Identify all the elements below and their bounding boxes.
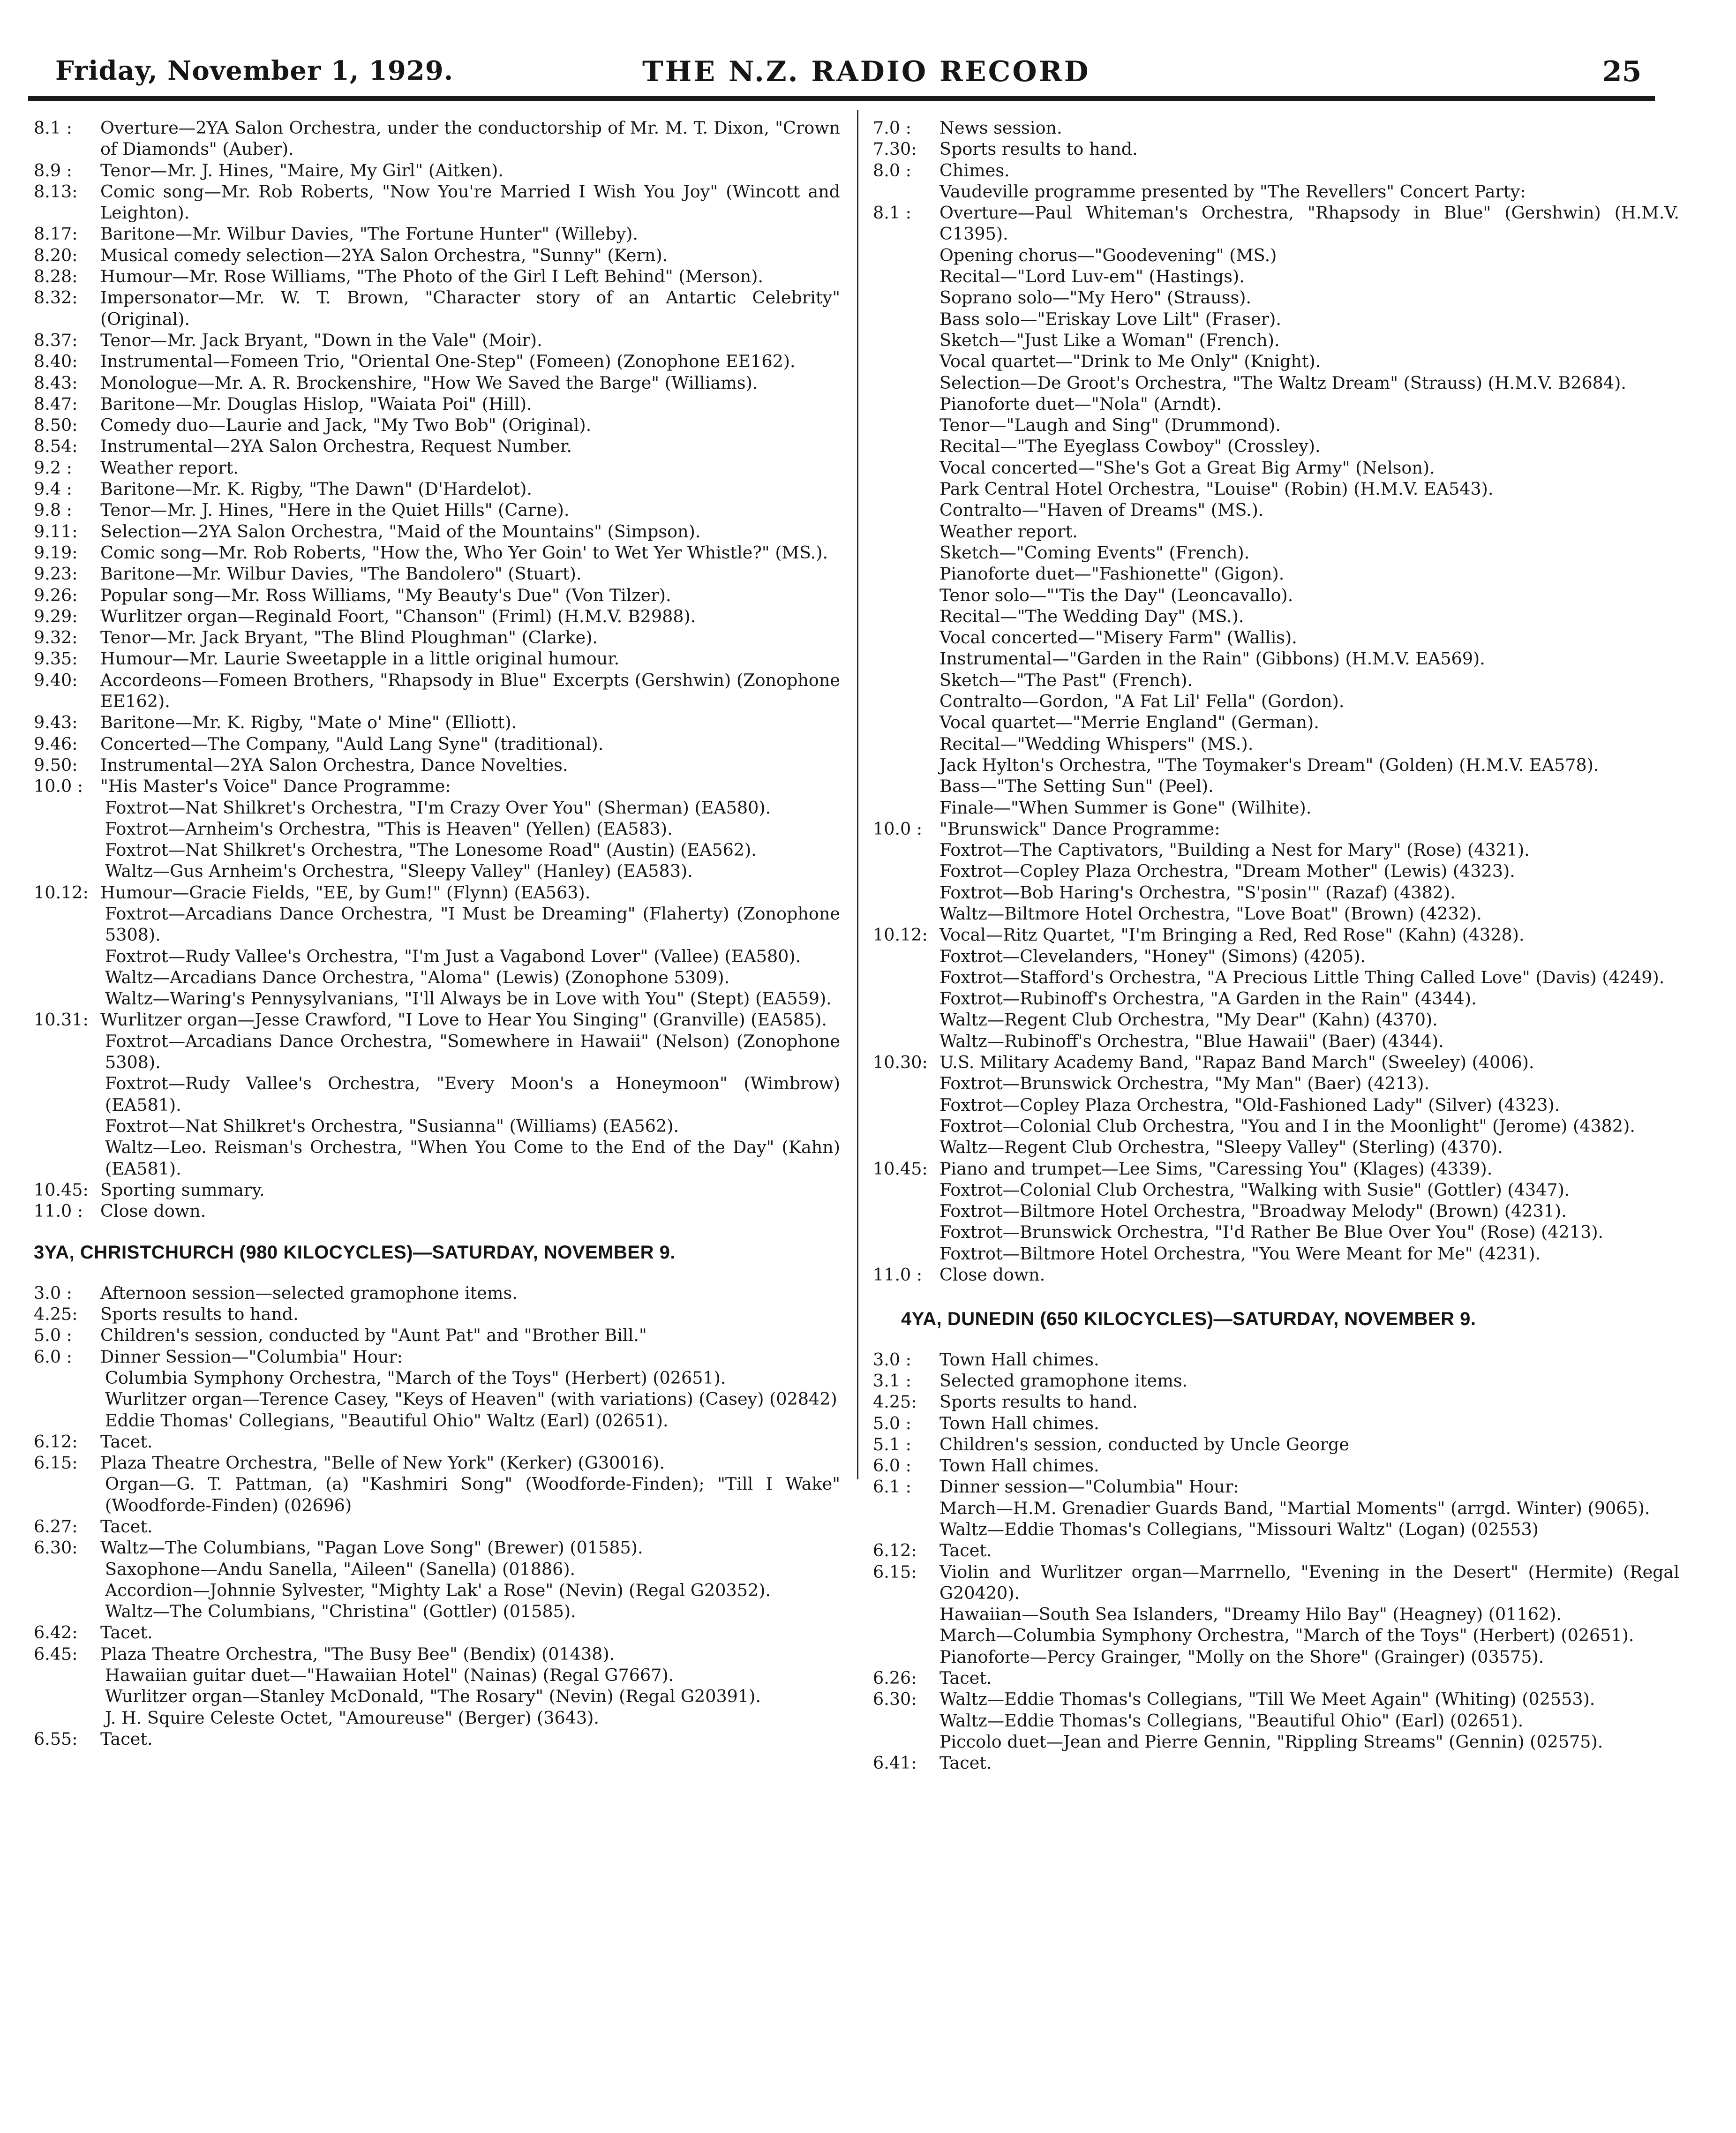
program-sub-item: Hawaiian guitar duet—"Hawaiian Hotel" (Nainas) (Regal G7667). [105,1665,674,1686]
program-sub-item: Sketch—"The Past" (French). [939,670,1193,690]
program-sub-item: Recital—"The Wedding Day" (MS.). [939,606,1244,626]
program-sub-item: Waltz—Leo. Reisman's Orchestra, "When You Come to the End of the Day" (Kahn) (EA581). [105,1137,840,1179]
entry-text: Humour—Mr. Laurie Sweetapple in a little original humour. [100,648,620,669]
program-sub-item: Bass—"The Setting Sun" (Peel). [939,776,1214,797]
entry-time: 6.41: [873,1753,917,1773]
program-entry [873,1052,1679,1073]
program-sub-item: Weather report. [939,521,1078,542]
entry-text: Tacet. [100,1728,153,1749]
entry-time: 3.0 : [873,1349,911,1370]
program-sub-item: Waltz—Gus Arnheim's Orchestra, "Sleepy Valley" (Hanley) (EA583). [105,861,693,882]
entry-time: 8.37: [34,330,78,350]
vaudeville-intro: Vaudeville programme presented by "The Revellers" Concert Party: [939,181,1526,202]
program-entry [873,138,1679,159]
program-sub-item: Finale—"When Summer is Gone" (Wilhite). [939,797,1312,818]
entry-text: Instrumental—2YA Salon Orchestra, Request Number. [100,436,572,457]
entry-text: Chimes. [939,160,1010,181]
program-entry [34,1431,840,1452]
entry-text: U.S. Military Academy Band, "Rapaz Band March" (Sweeley) (4006). [939,1052,1534,1073]
entry-time: 6.12: [34,1431,78,1452]
entry-text: Town Hall chimes. [939,1349,1099,1370]
program-sub-item: Foxtrot—Rudy Vallee's Orchestra, "Every Moon's a Honeymoon" (Wimbrow) (EA581). [105,1073,840,1115]
entry-time: 8.32: [34,287,78,308]
right-column [873,117,1679,1774]
entry-text: Sports results to hand. [939,1392,1138,1412]
program-sub-item: Waltz—Waring's Pennysylvanians, "I'll Always be in Love with You" (Stept) (EA559). [105,988,832,1009]
entry-time: 9.40: [34,670,78,690]
program-entry [34,117,840,160]
program-sub-item: Foxtrot—Copley Plaza Orchestra, "Dream Mother" (Lewis) (4323). [939,861,1515,882]
program-sub-item: Foxtrot—Colonial Club Orchestra, "You and I in the Moonlight" (Jerome) (4382). [939,1115,1635,1136]
program-entry [34,160,840,181]
program-entry [34,457,840,478]
program-entry [34,542,840,563]
program-sub-item: Opening chorus—"Goodevening" (MS.) [939,245,1277,265]
entry-time: 8.47: [34,393,78,414]
program-sub-item: Foxtrot—Rubinoff's Orchestra, "A Garden in the Rain" (4344). [939,988,1477,1009]
program-entry [34,245,840,266]
program-sub-item: Recital—"Lord Luv-em" (Hastings). [939,266,1245,287]
program-entry [34,351,840,372]
entry-text: Piano and trumpet—Lee Sims, "Caressing You" (Klages) (4339). [939,1158,1493,1179]
program-sub-item: Foxtrot—Stafford's Orchestra, "A Precious Little Thing Called Love" (Davis) (4249). [939,967,1665,987]
entry-time: 3.1 : [873,1370,911,1391]
program-entry [34,1304,840,1325]
page-header [0,0,1736,108]
entry-time: 8.13: [34,181,78,202]
entry-text: Accordeons—Fomeen Brothers, "Rhapsody in Blue" Excerpts (Gershwin) (Zonophone EE162). [100,670,840,712]
program-sub-item: Hawaiian—South Sea Islanders, "Dreamy Hilo Bay" (Heagney) (01162). [939,1604,1562,1625]
program-sub-item: Organ—G. T. Pattman, (a) "Kashmiri Song" (Woodforde-Finden); "Till I Wake" (Woodforde-Finden) (02696) [105,1474,840,1515]
program-sub-item: Contralto—"Haven of Dreams" (MS.). [939,500,1264,520]
program-entry [873,1561,1679,1604]
program-entry [34,1452,840,1473]
program-sub-item: Foxtrot—Rudy Vallee's Orchestra, "I'm Just a Vagabond Lover" (Vallee) (EA580). [105,946,801,966]
entry-time: 11.0 : [873,1265,923,1285]
entry-text: Baritone—Mr. Wilbur Davies, "The Bandolero" (Stuart). [100,564,582,584]
program-sub-item: Foxtrot—Nat Shilkret's Orchestra, "The Lonesome Road" (Austin) (EA562). [105,840,757,860]
entry-text: Tenor—Mr. Jack Bryant, "The Blind Ploughman" (Clarke). [100,627,598,648]
program-entry [34,181,840,224]
entry-text: Town Hall chimes. [939,1455,1099,1476]
program-sub-item: Park Central Hotel Orchestra, "Louise" (Robin) (H.M.V. EA543). [939,479,1494,499]
entry-time: 6.0 : [873,1455,911,1476]
column-divider [857,110,858,1479]
program-sub-item: Wurlitzer organ—Terence Casey, "Keys of Heaven" (with variations) (Casey) (02842) [105,1389,837,1409]
entry-text: Tacet. [100,1622,153,1643]
entry-text: Baritone—Mr. K. Rigby, "Mate o' Mine" (Elliott). [100,712,517,733]
entry-time: 10.0 : [34,776,83,797]
program-sub-item: Vocal concerted—"Misery Farm" (Wallis). [939,627,1297,648]
entry-time: 9.8 : [34,500,72,520]
program-sub-item: Foxtrot—Biltmore Hotel Orchestra, "You Were Meant for Me" (4231). [939,1243,1541,1264]
issue-date: Friday, November 1, 1929. [55,55,454,86]
program-entry [34,1200,840,1221]
program-sub-item: Selection—De Groot's Orchestra, "The Waltz Dream" (Strauss) (H.M.V. B2684). [939,372,1626,393]
entry-text: Weather report. [100,457,239,478]
program-entry [873,1540,1679,1561]
entry-time: 9.46: [34,733,78,754]
entry-time: 9.19: [34,542,78,563]
entry-text: Sports results to hand. [100,1304,299,1325]
program-entry [873,1158,1679,1179]
program-entry [873,1264,1679,1285]
entry-time: 11.0 : [34,1201,83,1221]
entry-text: Children's session, conducted by "Aunt Pat" and "Brother Bill." [100,1325,647,1346]
entry-text: Comic song—Mr. Rob Roberts, "How the, Who Yer Goin' to Wet Yer Whistle?" (MS.). [100,542,828,563]
section-heading-3ya: 3YA, CHRISTCHURCH (980 KILOCYCLES)—SATURDAY, NOVEMBER 9. [34,1242,676,1263]
program-sub-item: Bass solo—"Eriskay Love Lilt" (Fraser). [939,309,1281,329]
entry-time: 8.28: [34,266,78,287]
program-entry [873,818,1679,839]
entry-text: Musical comedy selection—2YA Salon Orchestra, "Sunny" (Kern). [100,245,668,265]
entry-text: Baritone—Mr. Wilbur Davies, "The Fortune Hunter" (Willeby). [100,224,638,244]
program-entry [34,223,840,244]
entry-time: 8.54: [34,436,78,457]
header-rule [28,96,1655,101]
program-sub-item: Foxtrot—Clevelanders, "Honey" (Simons) (4205). [939,946,1366,966]
entry-time: 8.1 : [873,203,911,223]
program-entry [34,733,840,754]
entry-time: 9.11: [34,521,78,542]
entry-time: 9.50: [34,754,78,775]
entry-text: Tacet. [939,1753,992,1773]
entry-time: 4.25: [34,1304,78,1325]
entry-time: 10.45: [34,1179,89,1200]
left-column [34,117,840,1749]
program-sub-item: Recital—"The Eyeglass Cowboy" (Crossley). [939,436,1321,457]
section-heading-4ya: 4YA, DUNEDIN (650 KILOCYCLES)—SATURDAY, NOVEMBER 9. [901,1309,1476,1330]
entry-time: 3.0 : [34,1282,72,1303]
program-entry [873,1688,1679,1710]
program-entry [34,670,840,712]
entry-text: Wurlitzer organ—Jesse Crawford, "I Love to Hear You Singing" (Granville) (EA585). [100,1010,827,1030]
program-sub-item: Saxophone—Andu Sanella, "Aileen" (Sanella) (01886). [105,1559,576,1579]
program-sub-item: Vocal quartet—"Drink to Me Only" (Knight). [939,351,1321,372]
entry-text: "Brunswick" Dance Programme: [939,818,1220,839]
program-entry [34,478,840,499]
entry-time: 10.30: [873,1052,928,1073]
program-sub-item: March—H.M. Grenadier Guards Band, "Martial Moments" (arrgd. Winter) (9065). [939,1498,1650,1518]
program-sub-item: Foxtrot—The Captivators, "Building a Nest for Mary" (Rose) (4321). [939,840,1530,860]
entry-time: 8.50: [34,415,78,436]
entry-text: Impersonator—Mr. W. T. Brown, "Character story of an Antartic Celebrity" (Original). [100,287,840,329]
program-entry [34,585,840,606]
page-number: 25 [1602,55,1642,88]
entry-time: 5.0 : [34,1325,72,1346]
entry-text: Sports results to hand. [939,139,1138,159]
entry-text: Vocal—Ritz Quartet, "I'm Bringing a Red, Red Rose" (Kahn) (4328). [939,925,1525,945]
program-sub-item: Pianoforte duet—"Fashionette" (Gigon). [939,564,1285,584]
program-entry [34,415,840,436]
program-sub-item: Foxtrot—Copley Plaza Orchestra, "Old-Fashioned Lady" (Silver) (4323). [939,1094,1560,1115]
program-entry [34,712,840,733]
entry-text: Instrumental—Fomeen Trio, "Oriental One-Step" (Fomeen) (Zonophone EE162). [100,351,796,372]
entry-text: Children's session, conducted by Uncle George [939,1434,1350,1455]
program-entry [34,287,840,330]
program-entry [34,266,840,287]
entry-text: Overture—Paul Whiteman's Orchestra, "Rhapsody in Blue" (Gershwin) (H.M.V. C1395). [939,203,1679,244]
program-sub-item: Tenor solo—"'Tis the Day" (Leoncavallo). [939,585,1293,605]
entry-text: News session. [939,118,1062,138]
program-entry [873,924,1679,945]
program-entry [873,1413,1679,1434]
program-sub-item: Foxtrot—Bob Haring's Orchestra, "S'posin'" (Razaf) (4382). [939,882,1456,903]
program-sub-item: Foxtrot—Brunswick Orchestra, "I'd Rather Be Blue Over You" (Rose) (4213). [939,1222,1604,1243]
entry-text: Plaza Theatre Orchestra, "Belle of New York" (Kerker) (G30016). [100,1453,665,1473]
entry-text: Comic song—Mr. Rob Roberts, "Now You're Married I Wish You Joy" (Wincott and Leighton). [100,181,840,223]
program-sub-item: March—Columbia Symphony Orchestra, "March of the Toys" (Herbert) (02651). [939,1625,1634,1646]
program-entry [34,776,840,797]
program-entry [873,1434,1679,1455]
entry-time: 6.55: [34,1728,78,1749]
entry-text: Close down. [939,1265,1045,1285]
program-entry [873,1752,1679,1773]
program-sub-item: Pianoforte—Percy Grainger, "Molly on the Shore" (Grainger) (03575). [939,1646,1544,1667]
program-entry [34,436,840,457]
program-entry [34,1282,840,1304]
entry-time: 6.26: [873,1668,917,1688]
entry-text: Tacet. [939,1668,992,1688]
entry-text: Humour—Mr. Rose Williams, "The Photo of the Girl I Left Behind" (Merson). [100,266,764,287]
program-entry [34,563,840,584]
program-sub-item: Foxtrot—Nat Shilkret's Orchestra, "Susianna" (Williams) (EA562). [105,1115,679,1136]
program-sub-item: Waltz—Regent Club Orchestra, "My Dear" (Kahn) (4370). [939,1010,1438,1030]
program-sub-item: Eddie Thomas' Collegians, "Beautiful Ohio" Waltz (Earl) (02651). [105,1410,669,1431]
entry-text: Instrumental—2YA Salon Orchestra, Dance Novelties. [100,754,568,775]
program-entry [34,627,840,648]
program-entry [873,1667,1679,1688]
entry-time: 8.40: [34,351,78,372]
program-entry [873,1455,1679,1476]
entry-time: 5.1 : [873,1434,911,1455]
program-sub-item: Soprano solo—"My Hero" (Strauss). [939,287,1252,308]
program-entry [873,1370,1679,1391]
entry-time: 9.26: [34,585,78,605]
program-entry [34,1516,840,1537]
entry-time: 9.43: [34,712,78,733]
entry-time: 10.31: [34,1010,89,1030]
entry-text: Tacet. [100,1516,153,1537]
entry-text: Tacet. [100,1431,153,1452]
program-sub-item: Foxtrot—Biltmore Hotel Orchestra, "Broadway Melody" (Brown) (4231). [939,1201,1567,1221]
program-sub-item: Instrumental—"Garden in the Rain" (Gibbons) (H.M.V. EA569). [939,648,1485,669]
entry-time: 4.25: [873,1392,917,1412]
entry-time: 6.42: [34,1622,78,1643]
program-sub-item: Columbia Symphony Orchestra, "March of the Toys" (Herbert) (02651). [105,1367,726,1388]
entry-time: 6.1 : [873,1477,911,1497]
program-entry [34,1622,840,1643]
entry-time: 9.2 : [34,457,72,478]
entry-text: "His Master's Voice" Dance Programme: [100,776,451,797]
program-sub-item: Foxtrot—Brunswick Orchestra, "My Man" (Baer) (4213). [939,1073,1430,1094]
program-entry [34,521,840,542]
program-sub-item: J. H. Squire Celeste Octet, "Amoureuse" (Berger) (3643). [105,1707,600,1728]
entry-time: 10.45: [873,1158,928,1179]
entry-time: 8.1 : [34,118,72,138]
entry-text: Tenor—Mr. J. Hines, "Here in the Quiet Hills" (Carne). [100,500,570,520]
program-entry [34,1728,840,1749]
program-sub-item: Sketch—"Just Like a Woman" (French). [939,330,1280,350]
program-sub-item: Vocal concerted—"She's Got a Great Big Army" (Nelson). [939,457,1435,478]
entry-time: 8.9 : [34,160,72,181]
entry-time: 8.17: [34,224,78,244]
program-entry [34,1325,840,1346]
program-entry [873,160,1679,181]
program-sub-item: Recital—"Wedding Whispers" (MS.). [939,733,1254,754]
entry-text: Waltz—Eddie Thomas's Collegians, "Till We Meet Again" (Whiting) (02553). [939,1689,1595,1710]
entry-text: Tenor—Mr. J. Hines, "Maire, My Girl" (Aitken). [100,160,504,181]
program-sub-item: Foxtrot—Nat Shilkret's Orchestra, "I'm Crazy Over You" (Sherman) (EA580). [105,797,771,818]
entry-text: Dinner Session—"Columbia" Hour: [100,1346,403,1367]
program-entry [34,499,840,520]
entry-text: Close down. [100,1201,206,1221]
entry-time: 9.23: [34,564,78,584]
entry-time: 10.12: [873,925,928,945]
entry-time: 6.15: [34,1453,78,1473]
program-sub-item: Jack Hylton's Orchestra, "The Toymaker's Dream" (Golden) (H.M.V. EA578). [939,754,1599,775]
entry-time: 9.4 : [34,479,72,499]
program-sub-item: Waltz—Rubinoff's Orchestra, "Blue Hawaii" (Baer) (4344). [939,1031,1444,1051]
program-entry [873,117,1679,138]
entry-text: Popular song—Mr. Ross Williams, "My Beauty's Due" (Von Tilzer). [100,585,671,605]
program-entry [873,1391,1679,1412]
program-sub-item: Waltz—The Columbians, "Christina" (Gottler) (01585). [105,1601,576,1622]
program-sub-item: Foxtrot—Colonial Club Orchestra, "Walking with Susie" (Gottler) (4347). [939,1179,1570,1200]
program-entry [34,372,840,393]
entry-text: Sporting summary. [100,1179,265,1200]
program-sub-item: Sketch—"Coming Events" (French). [939,542,1250,563]
entry-time: 10.12: [34,882,89,903]
program-sub-item: Accordion—Johnnie Sylvester, "Mighty Lak' a Rose" (Nevin) (Regal G20352). [105,1580,771,1600]
entry-text: Monologue—Mr. A. R. Brockenshire, "How We Saved the Barge" (Williams). [100,372,758,393]
program-entry [34,1346,840,1367]
program-sub-item: Vocal quartet—"Merrie England" (German). [939,712,1319,733]
entry-time: 6.27: [34,1516,78,1537]
entry-time: 7.30: [873,139,917,159]
entry-time: 7.0 : [873,118,911,138]
entry-text: Baritone—Mr. Douglas Hislop, "Waiata Poi" (Hill). [100,393,532,414]
program-sub-item: Waltz—Eddie Thomas's Collegians, "Missouri Waltz" (Logan) (02553) [939,1519,1539,1539]
entry-text: Concerted—The Company, "Auld Lang Syne" (traditional). [100,733,604,754]
entry-time: 5.0 : [873,1413,911,1433]
entry-text: Overture—2YA Salon Orchestra, under the conductorship of Mr. M. T. Dixon, "Crown of Diamonds" (Auber). [100,118,840,159]
entry-text: Violin and Wurlitzer organ—Marrnello, "Evening in the Desert" (Hermite) (Regal G20420). [939,1561,1679,1603]
program-sub-item: Tenor—"Laugh and Sing" (Drummond). [939,415,1281,436]
entry-time: 8.0 : [873,160,911,181]
entry-text: Tenor—Mr. Jack Bryant, "Down in the Vale" (Moir). [100,330,542,350]
entry-text: Dinner session—"Columbia" Hour: [939,1477,1239,1497]
entry-time: 6.0 : [34,1346,72,1367]
program-sub-item: Foxtrot—Arcadians Dance Orchestra, "I Must be Dreaming" (Flaherty) (Zonophone 5308). [105,903,840,945]
entry-text: Tacet. [939,1540,992,1561]
entry-text: Comedy duo—Laurie and Jack, "My Two Bob" (Original). [100,415,592,436]
entry-text: Wurlitzer organ—Reginald Foort, "Chanson" (Friml) (H.M.V. B2988). [100,606,696,626]
program-sub-item: Waltz—Eddie Thomas's Collegians, "Beautiful Ohio" (Earl) (02651). [939,1710,1524,1731]
entry-text: Selection—2YA Salon Orchestra, "Maid of the Mountains" (Simpson). [100,521,701,542]
entry-time: 9.35: [34,648,78,669]
program-sub-item: Waltz—Biltmore Hotel Orchestra, "Love Boat" (Brown) (4232). [939,903,1482,924]
program-entry [34,330,840,351]
program-entry [34,754,840,776]
program-entry [34,1179,840,1200]
entry-text: Afternoon session—selected gramophone items. [100,1282,518,1303]
entry-text: Waltz—The Columbians, "Pagan Love Song" (Brewer) (01585). [100,1538,643,1558]
entry-time: 8.43: [34,372,78,393]
entry-text: Humour—Gracie Fields, "EE, by Gum!" (Flynn) (EA563). [100,882,591,903]
program-sub-item: Wurlitzer organ—Stanley McDonald, "The Rosary" (Nevin) (Regal G20391). [105,1686,761,1707]
entry-time: 6.12: [873,1540,917,1561]
program-entry [34,882,840,903]
program-entry [873,1349,1679,1370]
entry-text: Selected gramophone items. [939,1370,1188,1391]
entry-time: 9.29: [34,606,78,626]
program-sub-item: Contralto—Gordon, "A Fat Lil' Fella" (Gordon). [939,691,1345,712]
program-entry [34,393,840,415]
entry-time: 6.15: [873,1561,917,1582]
program-sub-item: Foxtrot—Arcadians Dance Orchestra, "Somewhere in Hawaii" (Nelson) (Zonophone 5308). [105,1031,840,1073]
entry-time: 6.45: [34,1643,78,1664]
entry-time: 9.32: [34,627,78,648]
program-entry [34,1009,840,1030]
program-sub-item: Waltz—Regent Club Orchestra, "Sleepy Valley" (Sterling) (4370). [939,1137,1503,1158]
entry-time: 8.20: [34,245,78,265]
program-sub-item: Pianoforte duet—"Nola" (Arndt). [939,393,1222,414]
entry-time: 6.30: [873,1689,917,1710]
program-entry [34,648,840,669]
entry-text: Town Hall chimes. [939,1413,1099,1433]
entry-text: Baritone—Mr. K. Rigby, "The Dawn" (D'Hardelot). [100,479,533,499]
program-entry [34,1537,840,1558]
program-sub-item: Piccolo duet—Jean and Pierre Gennin, "Rippling Streams" (Gennin) (02575). [939,1731,1603,1752]
program-entry [873,1476,1679,1497]
program-sub-item: Waltz—Arcadians Dance Orchestra, "Aloma" (Lewis) (Zonophone 5309). [105,967,730,987]
entry-time: 10.0 : [873,818,923,839]
program-entry [34,1643,840,1665]
entry-time: 6.30: [34,1538,78,1558]
program-sub-item: Foxtrot—Arnheim's Orchestra, "This is Heaven" (Yellen) (EA583). [105,818,673,839]
publication-title: THE N.Z. RADIO RECORD [642,55,1090,88]
entry-text: Plaza Theatre Orchestra, "The Busy Bee" (Bendix) (01438). [100,1643,615,1664]
program-entry [34,606,840,627]
program-entry [873,202,1679,245]
